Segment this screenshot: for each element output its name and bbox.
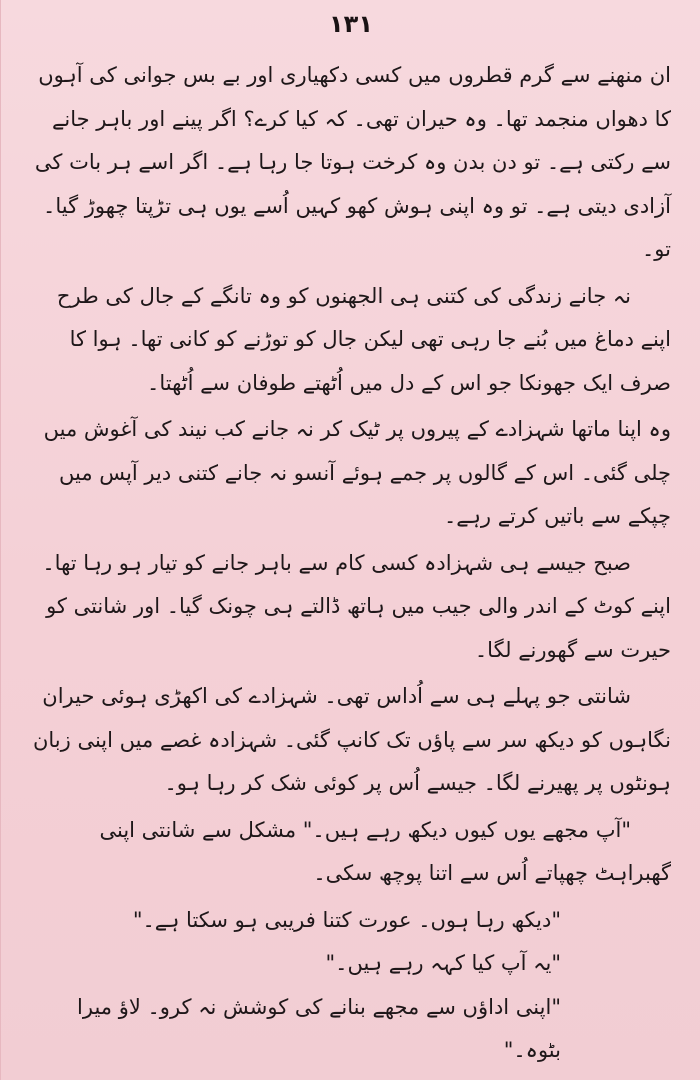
- paragraph-2: نہ جانے زندگی کی کتنی ہی الجھنوں کو وہ تانگے کے جال کی طرح اپنے دماغ میں بُنے جا رہی تھی لیکن جال کو توڑنے کو کانی تھا۔ ہوا کا صرف ایک جھونکا جو اس کے دل میں اُٹھتے طوفان سے اُٹھتا۔: [56, 283, 671, 395]
- dialogue-line-3: "اپنی اداؤں سے مجھے بنانے کی کوشش نہ کرو۔ لاؤ میرا بٹوہ۔": [77, 994, 561, 1062]
- dialogue-line-2: "یہ آپ کیا کہہ رہے ہیں۔": [325, 951, 561, 975]
- page-number: ۱۳۱: [329, 10, 373, 38]
- body-text: [31, 54, 671, 1073]
- paragraph-4: صبح جیسے ہی شہزادہ کسی کام سے باہر جانے کو تیار ہو رہا تھا۔ اپنے کوٹ کے اندر والی جیب میں ہاتھ ڈالتے ہی چونک گیا۔ اور شانتی کو حیرت سے گھورنے لگا۔: [42, 550, 671, 662]
- dialogue-line-1: "دیکھ رہا ہوں۔ عورت کتنا فریبی ہو سکتا ہے۔": [132, 907, 561, 932]
- paragraph-1: ان منھنے سے گرم قطروں میں کسی دکھیاری اور بے بس جوانی کی آہوں کا دھواں منجمد تھا۔ وہ حیران تھی۔ کہ کیا کرے؟ اگر پینے اور باہر جانے سے رکتی ہے۔ تو دن بدن وہ کرخت ہوتا جا رہا ہے۔ اگر اسے ہر بات کی آزادی دیتی ہے۔ تو وہ اپنی ہوش کھو کہیں اُسے یوں ہی تڑپتا چھوڑ گیا۔ تو۔: [34, 63, 671, 261]
- paragraph-6: "آپ مجھے یوں کیوں دیکھ رہے ہیں۔" مشکل سے شانتی اپنی گھبراہٹ چھپاتے اُس سے اتنا پوچھ سکی۔: [99, 817, 671, 885]
- paragraph-3: وہ اپنا ماتھا شہزادے کے پیروں پر ٹیک کر نہ جانے کب نیند کی آغوش میں چلی گئی۔ اس کے گالوں پر جمے ہوئے آنسو نہ جانے کتنی دیر آپس میں چپکے سے باتیں کرتے رہے۔: [43, 417, 671, 528]
- paragraph-5: شانتی جو پہلے ہی سے اُداس تھی۔ شہزادے کی اکھڑی ہوئی حیران نگاہوں کو دیکھ سر سے پاؤں تک کانپ گئی۔ شہزادہ غصے میں اپنی زبان ہونٹوں پر پھیرنے لگا۔ جیسے اُس پر کوئی شک کر رہا ہو۔: [32, 684, 671, 795]
